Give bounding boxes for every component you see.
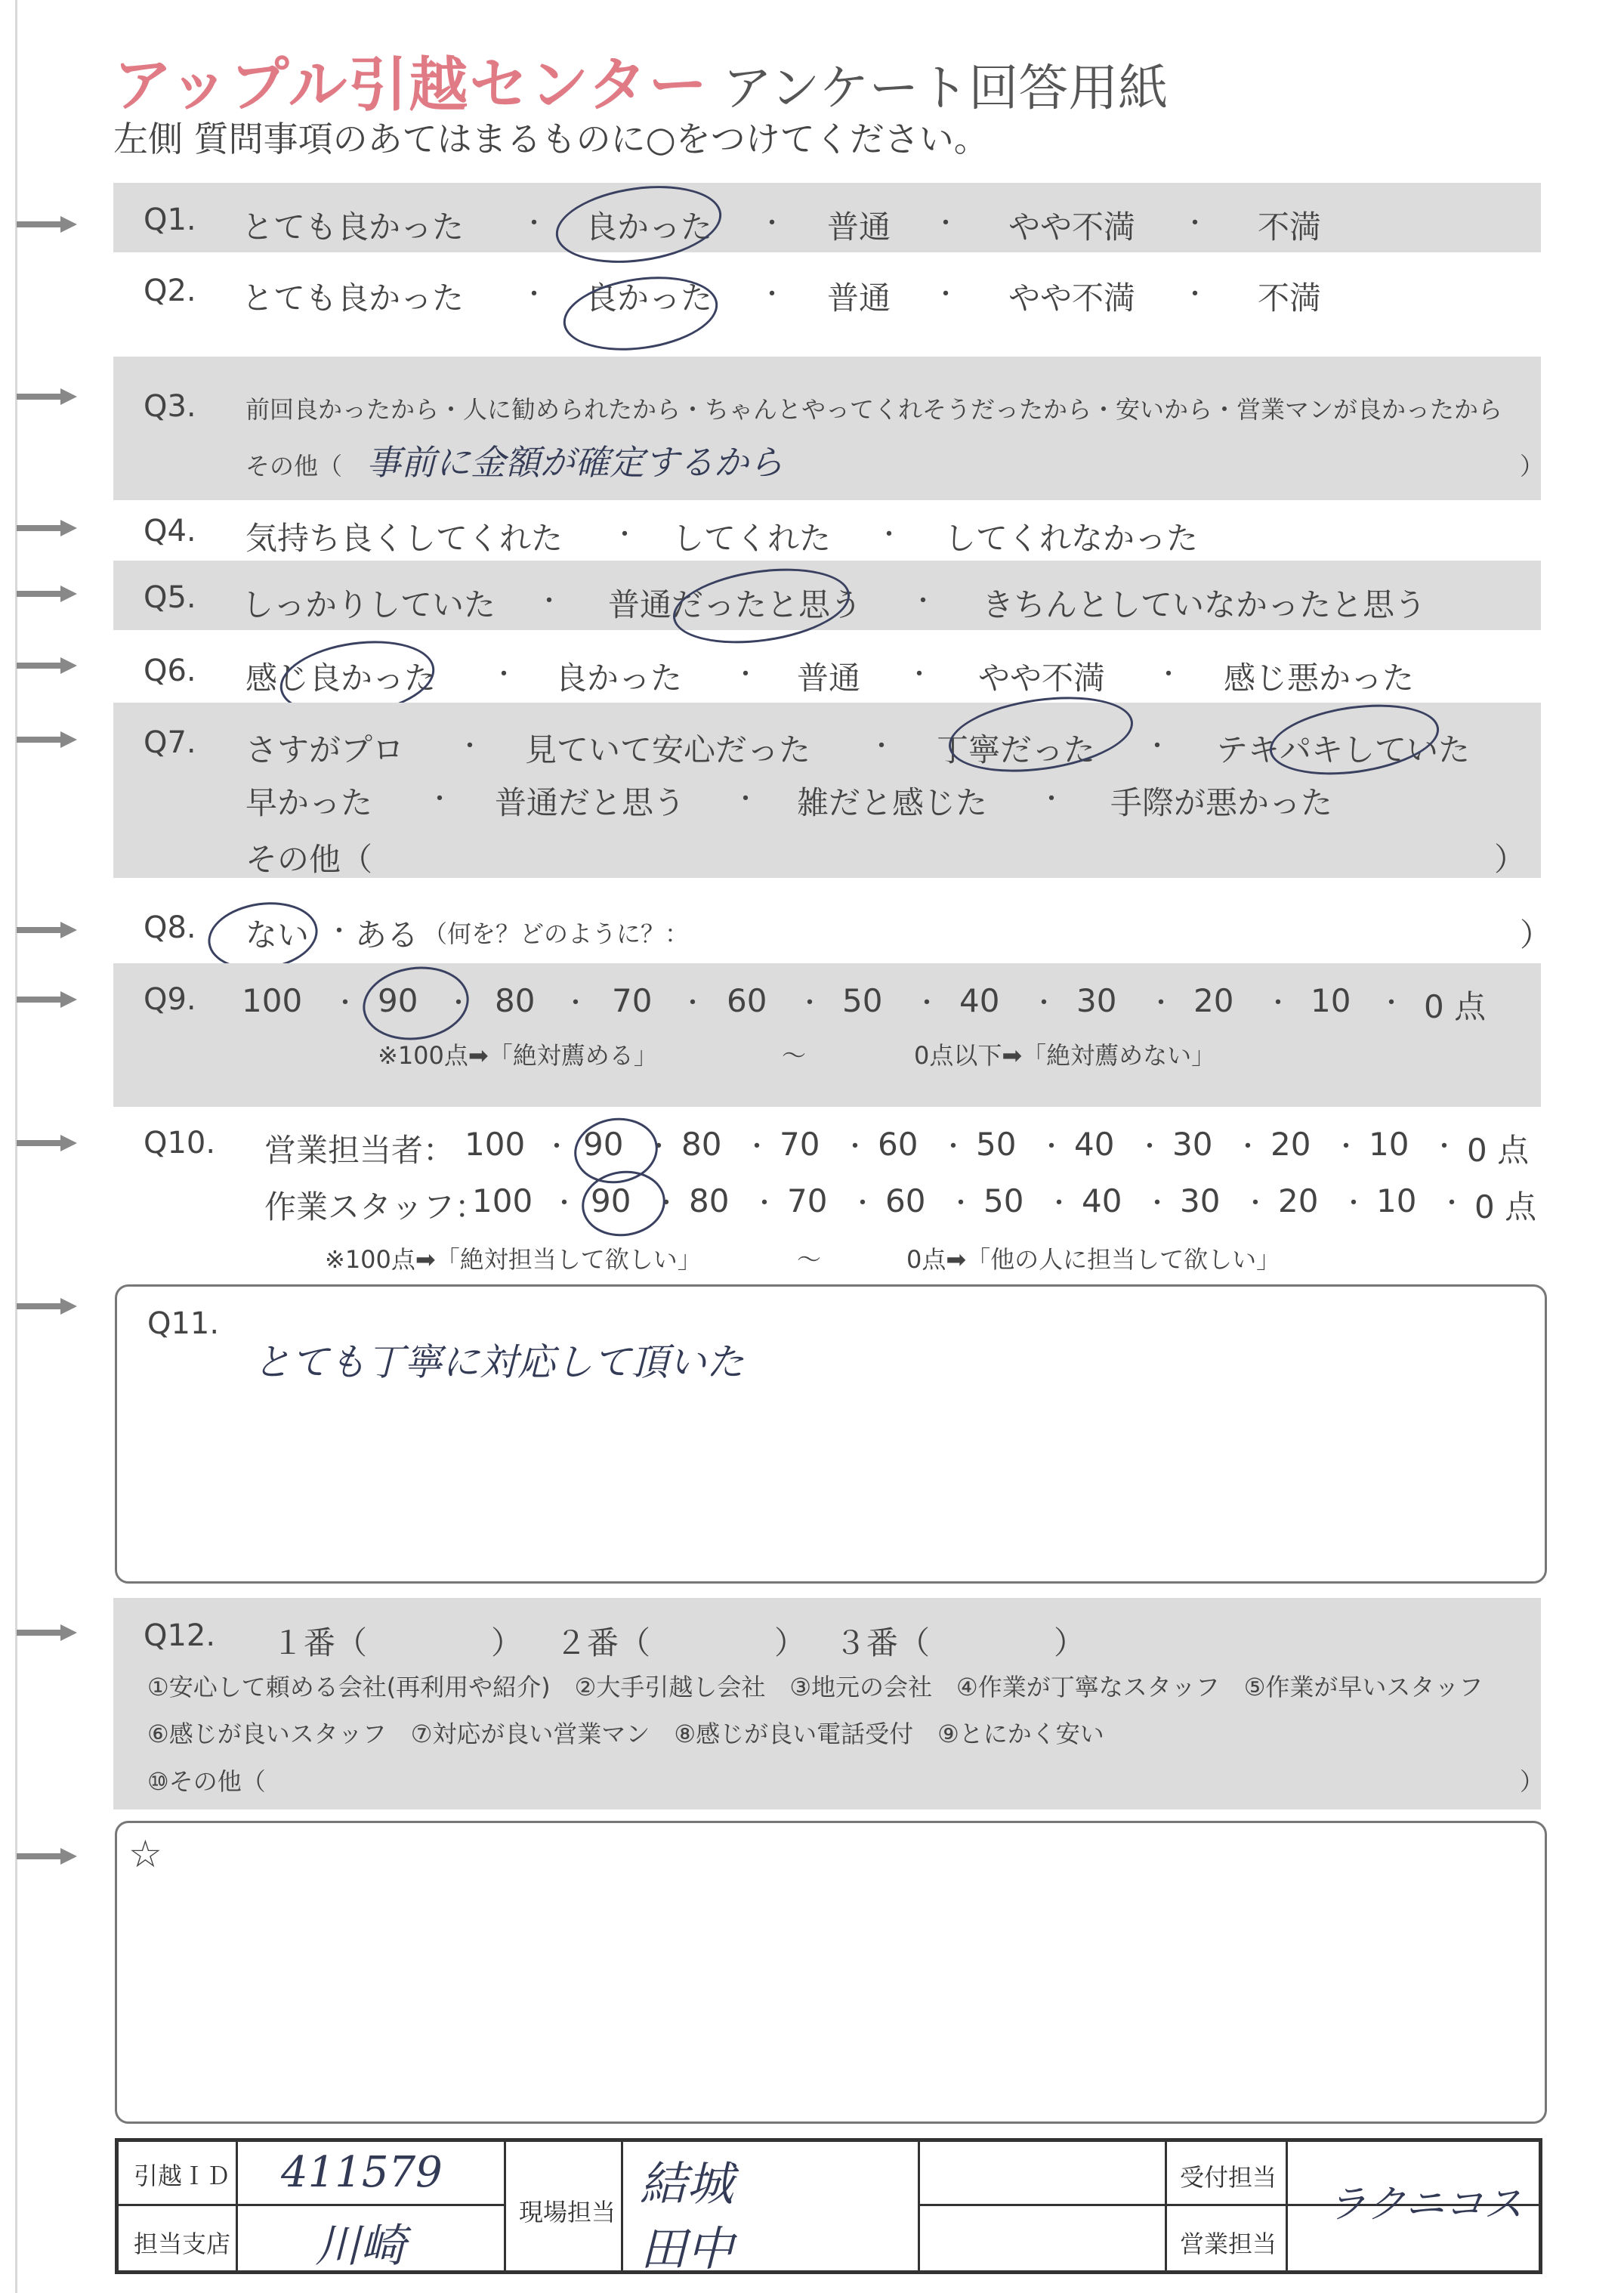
q6-option-4[interactable]: やや不満 bbox=[978, 660, 1106, 697]
q9-note-mid: 〜 bbox=[782, 1041, 807, 1070]
q6-row: Q6. 感じ良かった ・ 良かった ・ 普通 ・ やや不満 ・ 感じ悪かった bbox=[113, 654, 1541, 691]
q10-sales-score-30[interactable]: 30 bbox=[1172, 1126, 1213, 1163]
q4-row: Q4. 気持ち良くしてくれた ・ してくれた ・ してくれなかった bbox=[113, 514, 1541, 552]
q6-option-2[interactable]: 良かった bbox=[555, 660, 683, 697]
q5-option-3[interactable]: きちんとしていなかったと思う bbox=[982, 586, 1427, 623]
q3-other-close: ） bbox=[1520, 452, 1545, 481]
q6-option-5[interactable]: 感じ悪かった bbox=[1224, 660, 1415, 697]
q12-third-close: ） bbox=[1054, 1624, 1086, 1661]
arrow-icon bbox=[17, 1135, 77, 1151]
q10-staff-score-30[interactable]: 30 bbox=[1180, 1182, 1221, 1219]
arrow-icon bbox=[17, 731, 77, 748]
q3-other-row bbox=[113, 442, 1545, 483]
q9-score-100[interactable]: 100 bbox=[242, 982, 303, 1019]
branch-value[interactable]: 川崎 bbox=[315, 2220, 406, 2273]
q9-score-40[interactable]: 40 bbox=[959, 982, 1000, 1019]
q10-sales-score-50[interactable]: 50 bbox=[976, 1126, 1017, 1163]
arrow-icon bbox=[17, 991, 77, 1008]
q2-option-5[interactable]: 不満 bbox=[1258, 280, 1322, 317]
reception-label: 受付担当 bbox=[1180, 2163, 1277, 2192]
arrow-icon bbox=[17, 586, 77, 602]
q1-option-4[interactable]: やや不満 bbox=[1008, 209, 1136, 246]
site-staff-label: 現場担当 bbox=[519, 2198, 616, 2227]
form-subtitle: アンケート回答用紙 bbox=[722, 59, 1169, 117]
q4-option-2[interactable]: してくれた bbox=[672, 520, 832, 557]
q8-row: Q8. ない ・ ある （何を？どのように？： ） bbox=[113, 910, 1541, 948]
q9-note-left: ※100点➡「絶対薦める」 bbox=[378, 1041, 658, 1070]
q10-sales-row: Q10. 営業担当者： 100 ・ 90 ・ 80 ・ 70 ・ 60 ・ 50 ・ 40 ・ 30 ・ 20 ・ 10 ・ 0 点 bbox=[113, 1126, 1541, 1163]
q10-staff-label: 作業スタッフ： bbox=[264, 1188, 487, 1225]
q10-sales-score-70[interactable]: 70 bbox=[780, 1126, 820, 1163]
move-id-value[interactable]: 411579 bbox=[281, 2148, 443, 2197]
reception-value[interactable]: ラクニコス bbox=[1327, 2182, 1523, 2227]
q1-option-3[interactable]: 普通 bbox=[827, 209, 891, 246]
q9-score-10[interactable]: 10 bbox=[1311, 982, 1351, 1019]
q12-choices-line-2: ⑥感じが良いスタッフ ⑦対応が良い営業マン ⑧感じが良い電話受付 ⑨とにかく安い bbox=[147, 1720, 1104, 1748]
q10-staff-score-70[interactable]: 70 bbox=[787, 1182, 828, 1219]
q9-note-right: 0点以下➡「絶対薦めない」 bbox=[914, 1041, 1216, 1070]
site-staff-2[interactable]: 田中 bbox=[640, 2221, 734, 2276]
q10-sales-score-40[interactable]: 40 bbox=[1074, 1126, 1115, 1163]
q7-option-7[interactable]: 雑だと感じた bbox=[797, 784, 988, 821]
q7-option-5[interactable]: 早かった bbox=[245, 784, 373, 821]
q3-row bbox=[113, 389, 1541, 424]
comment-box[interactable] bbox=[115, 1821, 1547, 2124]
arrow-icon bbox=[17, 216, 77, 233]
q2-option-2[interactable]: 良かった bbox=[585, 280, 713, 317]
q10-number: Q10. bbox=[144, 1126, 216, 1160]
sales-staff-label: 営業担当 bbox=[1180, 2230, 1277, 2258]
q10-note-mid: 〜 bbox=[797, 1245, 822, 1274]
q7-other-label: その他（ bbox=[245, 841, 373, 878]
arrow-icon bbox=[17, 1624, 77, 1641]
move-id-label: 引越ＩＤ bbox=[134, 2162, 231, 2190]
q10-note-right: 0点➡「他の人に担当して欲しい」 bbox=[906, 1245, 1281, 1274]
q2-option-1[interactable]: とても良かった bbox=[242, 280, 465, 317]
q12-third-label: ３番（ bbox=[835, 1624, 931, 1661]
q9-score-50[interactable]: 50 bbox=[842, 982, 883, 1019]
q7-option-4[interactable]: テキパキしていた bbox=[1216, 731, 1471, 768]
q10-sales-score-0[interactable]: 0 点 bbox=[1467, 1132, 1530, 1169]
q10-staff-score-20[interactable]: 20 bbox=[1278, 1182, 1319, 1219]
q12-other-label: ⑩その他（ bbox=[147, 1767, 266, 1796]
q1-number: Q1. bbox=[144, 202, 196, 237]
q5-number: Q5. bbox=[144, 580, 196, 615]
q3-other-label: その他（ bbox=[245, 452, 343, 481]
q7-option-3[interactable]: 丁寧だった bbox=[937, 731, 1096, 768]
q7-option-8[interactable]: 手際が悪かった bbox=[1110, 784, 1333, 821]
q6-number: Q6. bbox=[144, 654, 196, 688]
q12-first-label: １番（ bbox=[272, 1624, 368, 1661]
q7-row-2: 早かった ・ 普通だと思う ・ 雑だと感じた ・ 手際が悪かった bbox=[113, 778, 1541, 816]
q10-note-left: ※100点➡「絶対担当して欲しい」 bbox=[325, 1245, 702, 1274]
q10-staff-score-50[interactable]: 50 bbox=[983, 1182, 1024, 1219]
q11-answer[interactable]: とても丁寧に対応して頂いた bbox=[253, 1340, 744, 1384]
arrow-icon bbox=[17, 1848, 77, 1865]
q7-row-1: Q7. さすがプロ ・ 見ていて安心だった ・ 丁寧だった ・ テキパキしていた bbox=[113, 725, 1541, 763]
q12-second-close: ） bbox=[774, 1624, 807, 1661]
q2-number: Q2. bbox=[144, 273, 196, 308]
q10-staff-row: 作業スタッフ： 100 ・ 90 ・ 80 ・ 70 ・ 60 ・ 50 ・ 40 ・ 30 ・ 20 ・ 10 ・ 0 点 bbox=[113, 1182, 1541, 1220]
q9-score-30[interactable]: 30 bbox=[1076, 982, 1117, 1019]
arrow-icon bbox=[17, 922, 77, 938]
q10-staff-score-0[interactable]: 0 点 bbox=[1474, 1188, 1537, 1225]
q10-staff-score-40[interactable]: 40 bbox=[1082, 1182, 1122, 1219]
arrow-icon bbox=[17, 388, 77, 405]
q8-option-yes[interactable]: ある bbox=[355, 916, 419, 953]
q10-staff-score-100[interactable]: 100 bbox=[472, 1182, 533, 1219]
q3-number: Q3. bbox=[144, 389, 196, 424]
q12-ranking-row bbox=[113, 1618, 1541, 1661]
branch-label: 担当支店 bbox=[134, 2230, 231, 2258]
q7-option-2[interactable]: 見ていて安心だった bbox=[525, 731, 811, 768]
q2-option-3[interactable]: 普通 bbox=[827, 280, 891, 317]
q10-sales-score-80[interactable]: 80 bbox=[681, 1126, 722, 1163]
site-staff-1[interactable]: 結城 bbox=[640, 2156, 734, 2211]
q9-score-90[interactable]: 90 bbox=[378, 982, 418, 1019]
q4-option-3[interactable]: してくれなかった bbox=[944, 520, 1199, 557]
q12-other-close: ） bbox=[1520, 1767, 1545, 1796]
q5-option-1[interactable]: しっかりしていた bbox=[242, 586, 496, 623]
q12-number: Q12. bbox=[144, 1618, 216, 1653]
q9-score-70[interactable]: 70 bbox=[612, 982, 653, 1019]
arrow-icon bbox=[17, 657, 77, 674]
q12-first-close: ） bbox=[491, 1624, 523, 1661]
q10-sales-score-10[interactable]: 10 bbox=[1369, 1126, 1409, 1163]
q10-sales-score-20[interactable]: 20 bbox=[1270, 1126, 1311, 1163]
q7-option-1[interactable]: さすがプロ bbox=[245, 731, 405, 768]
q9-score-0[interactable]: 0 点 bbox=[1424, 988, 1487, 1025]
q8-option-no[interactable]: ない bbox=[245, 916, 310, 953]
q8-number: Q8. bbox=[144, 910, 196, 945]
q2-option-4[interactable]: やや不満 bbox=[1008, 280, 1136, 317]
q7-other-close: ） bbox=[1494, 841, 1527, 878]
q7-option-6[interactable]: 普通だと思う bbox=[495, 784, 686, 821]
q1-row: Q1. とても良かった ・ 良かった ・ 普通 ・ やや不満 ・ 不満 bbox=[113, 202, 1541, 240]
q3-other-answer[interactable]: 事前に金額が確定するから bbox=[366, 442, 783, 483]
q10-staff-score-80[interactable]: 80 bbox=[689, 1182, 730, 1219]
q1-option-1[interactable]: とても良かった bbox=[242, 209, 465, 246]
q10-sales-score-90[interactable]: 90 bbox=[583, 1126, 624, 1163]
q6-option-1[interactable]: 感じ良かった bbox=[245, 660, 437, 697]
q11-number: Q11. bbox=[147, 1306, 220, 1341]
q5-option-2[interactable]: 普通だったと思う bbox=[608, 586, 863, 623]
star-icon: ☆ bbox=[128, 1832, 162, 1876]
q8-detail-label: （何を？どのように？： bbox=[423, 919, 690, 948]
q10-staff-score-90[interactable]: 90 bbox=[591, 1182, 631, 1219]
q9-number: Q9. bbox=[144, 982, 196, 1017]
q3-options[interactable]: 前回良かったから・人に勧められたから・ちゃんとやってくれそうだったから・安いから・営業マンが良かったから bbox=[245, 395, 1503, 424]
q1-option-5[interactable]: 不満 bbox=[1258, 209, 1322, 246]
arrow-icon bbox=[17, 520, 77, 536]
q12-choices-line-1: ①安心して頼める会社(再利用や紹介) ②大手引越し会社 ③地元の会社 ④作業が丁寧なスタッフ ⑤作業が早いスタッフ bbox=[147, 1673, 1484, 1701]
brand-name: アップル引越センター bbox=[113, 51, 709, 119]
q5-row: Q5. しっかりしていた ・ 普通だったと思う ・ きちんとしていなかったと思う bbox=[113, 580, 1541, 618]
q10-sales-score-60[interactable]: 60 bbox=[878, 1126, 919, 1163]
q9-row: Q9. 100 ・ 90 ・ 80 ・ 70 ・ 60 ・ 50 ・ 40 ・ 30 ・ 20 ・ 10 ・ 0 点 bbox=[113, 982, 1541, 1020]
q1-option-2[interactable]: 良かった bbox=[585, 209, 713, 246]
arrow-icon bbox=[17, 1298, 77, 1315]
q10-sales-score-100[interactable]: 100 bbox=[465, 1126, 526, 1163]
q11-answer-box[interactable] bbox=[115, 1284, 1547, 1584]
q10-staff-score-10[interactable]: 10 bbox=[1376, 1182, 1417, 1219]
q9-score-80[interactable]: 80 bbox=[495, 982, 536, 1019]
q6-option-3[interactable]: 普通 bbox=[797, 660, 861, 697]
q10-sales-label: 営業担当者： bbox=[264, 1132, 455, 1169]
q7-row-3 bbox=[113, 835, 1541, 878]
q9-score-20[interactable]: 20 bbox=[1193, 982, 1234, 1019]
q9-score-60[interactable]: 60 bbox=[727, 982, 767, 1019]
q4-number: Q4. bbox=[144, 514, 196, 549]
q10-staff-score-60[interactable]: 60 bbox=[885, 1182, 926, 1219]
form-title bbox=[113, 38, 1169, 119]
office-use-table bbox=[115, 2138, 1542, 2274]
q8-detail-close: ） bbox=[1520, 916, 1552, 953]
q12-second-label: ２番（ bbox=[555, 1624, 651, 1661]
q7-number: Q7. bbox=[144, 725, 196, 760]
q2-row: Q2. とても良かった ・ 良かった ・ 普通 ・ やや不満 ・ 不満 bbox=[113, 273, 1541, 311]
instruction-text: 左側 質問事項のあてはまるものに○をつけてください。 bbox=[113, 119, 989, 159]
q4-option-1[interactable]: 気持ち良くしてくれた bbox=[245, 520, 563, 557]
